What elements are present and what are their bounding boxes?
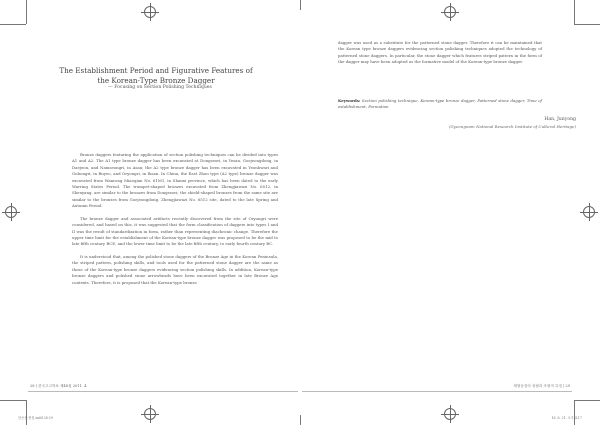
title-line-1: The Establishment Period and Figurative Features of	[59, 66, 253, 75]
title-line-2: the Korean-Type Bronze Dagger	[97, 75, 215, 85]
right-page-footer: 세형동검의 성립과 조형적 특징 | 29	[513, 384, 570, 388]
paper-title	[0, 66, 300, 85]
paper-subtitle: — Focusing on Section Polishing Techniques	[108, 85, 212, 90]
left-print-slug: 한준용-편집.indd 28-29	[18, 416, 53, 420]
registration-mark-top-right	[444, 6, 456, 18]
right-print-slug: 16. 6. 21. 오후 4:17	[551, 416, 582, 420]
left-page-footer: 28 | 한국고고학보 제48집 2011. 4.	[30, 384, 88, 388]
keywords-label: Keywords:	[338, 98, 361, 103]
author-name: Han, Junyong	[544, 117, 576, 122]
right-footer-rule	[302, 391, 572, 392]
paragraph-1: Bronze daggers featuring the application of section polishing techniques can be divided into types A1 and A2. The A1 type bronze dagger has been excavated at Dongseori, in Yesan, Goejeongdong, in Daejeon, and Namseongri, in Asan; the A2 type bronze dagger has been excavated in Yeonhwari and Gubongri, in Buyeo, and Oryongri, in Iksan. In China, the East Zhou type (A2 type) bronze dagger was excavated from Wanrong Miaoqian No. 61M1, in Shanxi province, which has been dated to the early Warring States Period. The trumpet-shaped bronzes excavated from Zhengjiawazi No. 6512, in Shenyang, are similar to the bronzes from Dongseori; the shield-shaped bronzes from the same site are similar to the bronzes from Goejeongdong. Zhengjiawazi No. 6512 site, dated to the late Spring and Autumn Period.	[72, 152, 278, 208]
registration-mark-bottom-left	[144, 408, 156, 420]
registration-mark-left	[5, 206, 17, 218]
paragraph-3: It is understood that, among the polished stone daggers of the Bronze Age in the Korean Peninsula, the striped pattern, polishing skills, and tools used for the patterned stone dagger are the same as those of the Korean-type bronze daggers evidencing section polishing skills. In addition, Korean-type bronze daggers and polished stone arrowheads have been excavated together in late Bronze Age contexts. Therefore, it is proposed that the Korean-type bronze	[72, 254, 278, 285]
keywords	[338, 98, 542, 111]
keywords-list: Section polishing technique, Korean-type bronze dagger, Patterned stone dagger, Time of establishment, Formation	[338, 98, 542, 110]
author-affiliation: (Gyeongnam National Research Institute of Cultural Heritage)	[449, 124, 576, 129]
registration-mark-top-left	[144, 6, 156, 18]
registration-mark-bottom-right	[444, 408, 456, 420]
registration-mark-right	[583, 206, 595, 218]
left-footer-rule	[28, 391, 298, 392]
paragraph-2: The bronze dagger and associated artifacts recently discovered from the site of Oryongri were considered, and based on this, it was suggested that the form classification of daggers into types I and II was the result of standardization in form, rather than representing diachronic change. Therefore the upper time limit for the establishment of the Korean-type bronze dagger was proposed to be the mid to late fifth century BCE, and the lower time limit to be the late fifth century, to early fourth century BC.	[72, 215, 278, 247]
abstract-body	[72, 152, 278, 292]
abstract-continuation: dagger was used as a substitute for the patterned stone dagger. Therefore it can be maintained that the Korean type bronze daggers evidencing section polishing techniques adopted the technology of patterned stone daggers. In particular, the stone dagger which features striped pattern in the form of the dagger may have been adopted as the formative model of the Korean-type bronze dagger.	[338, 40, 542, 65]
